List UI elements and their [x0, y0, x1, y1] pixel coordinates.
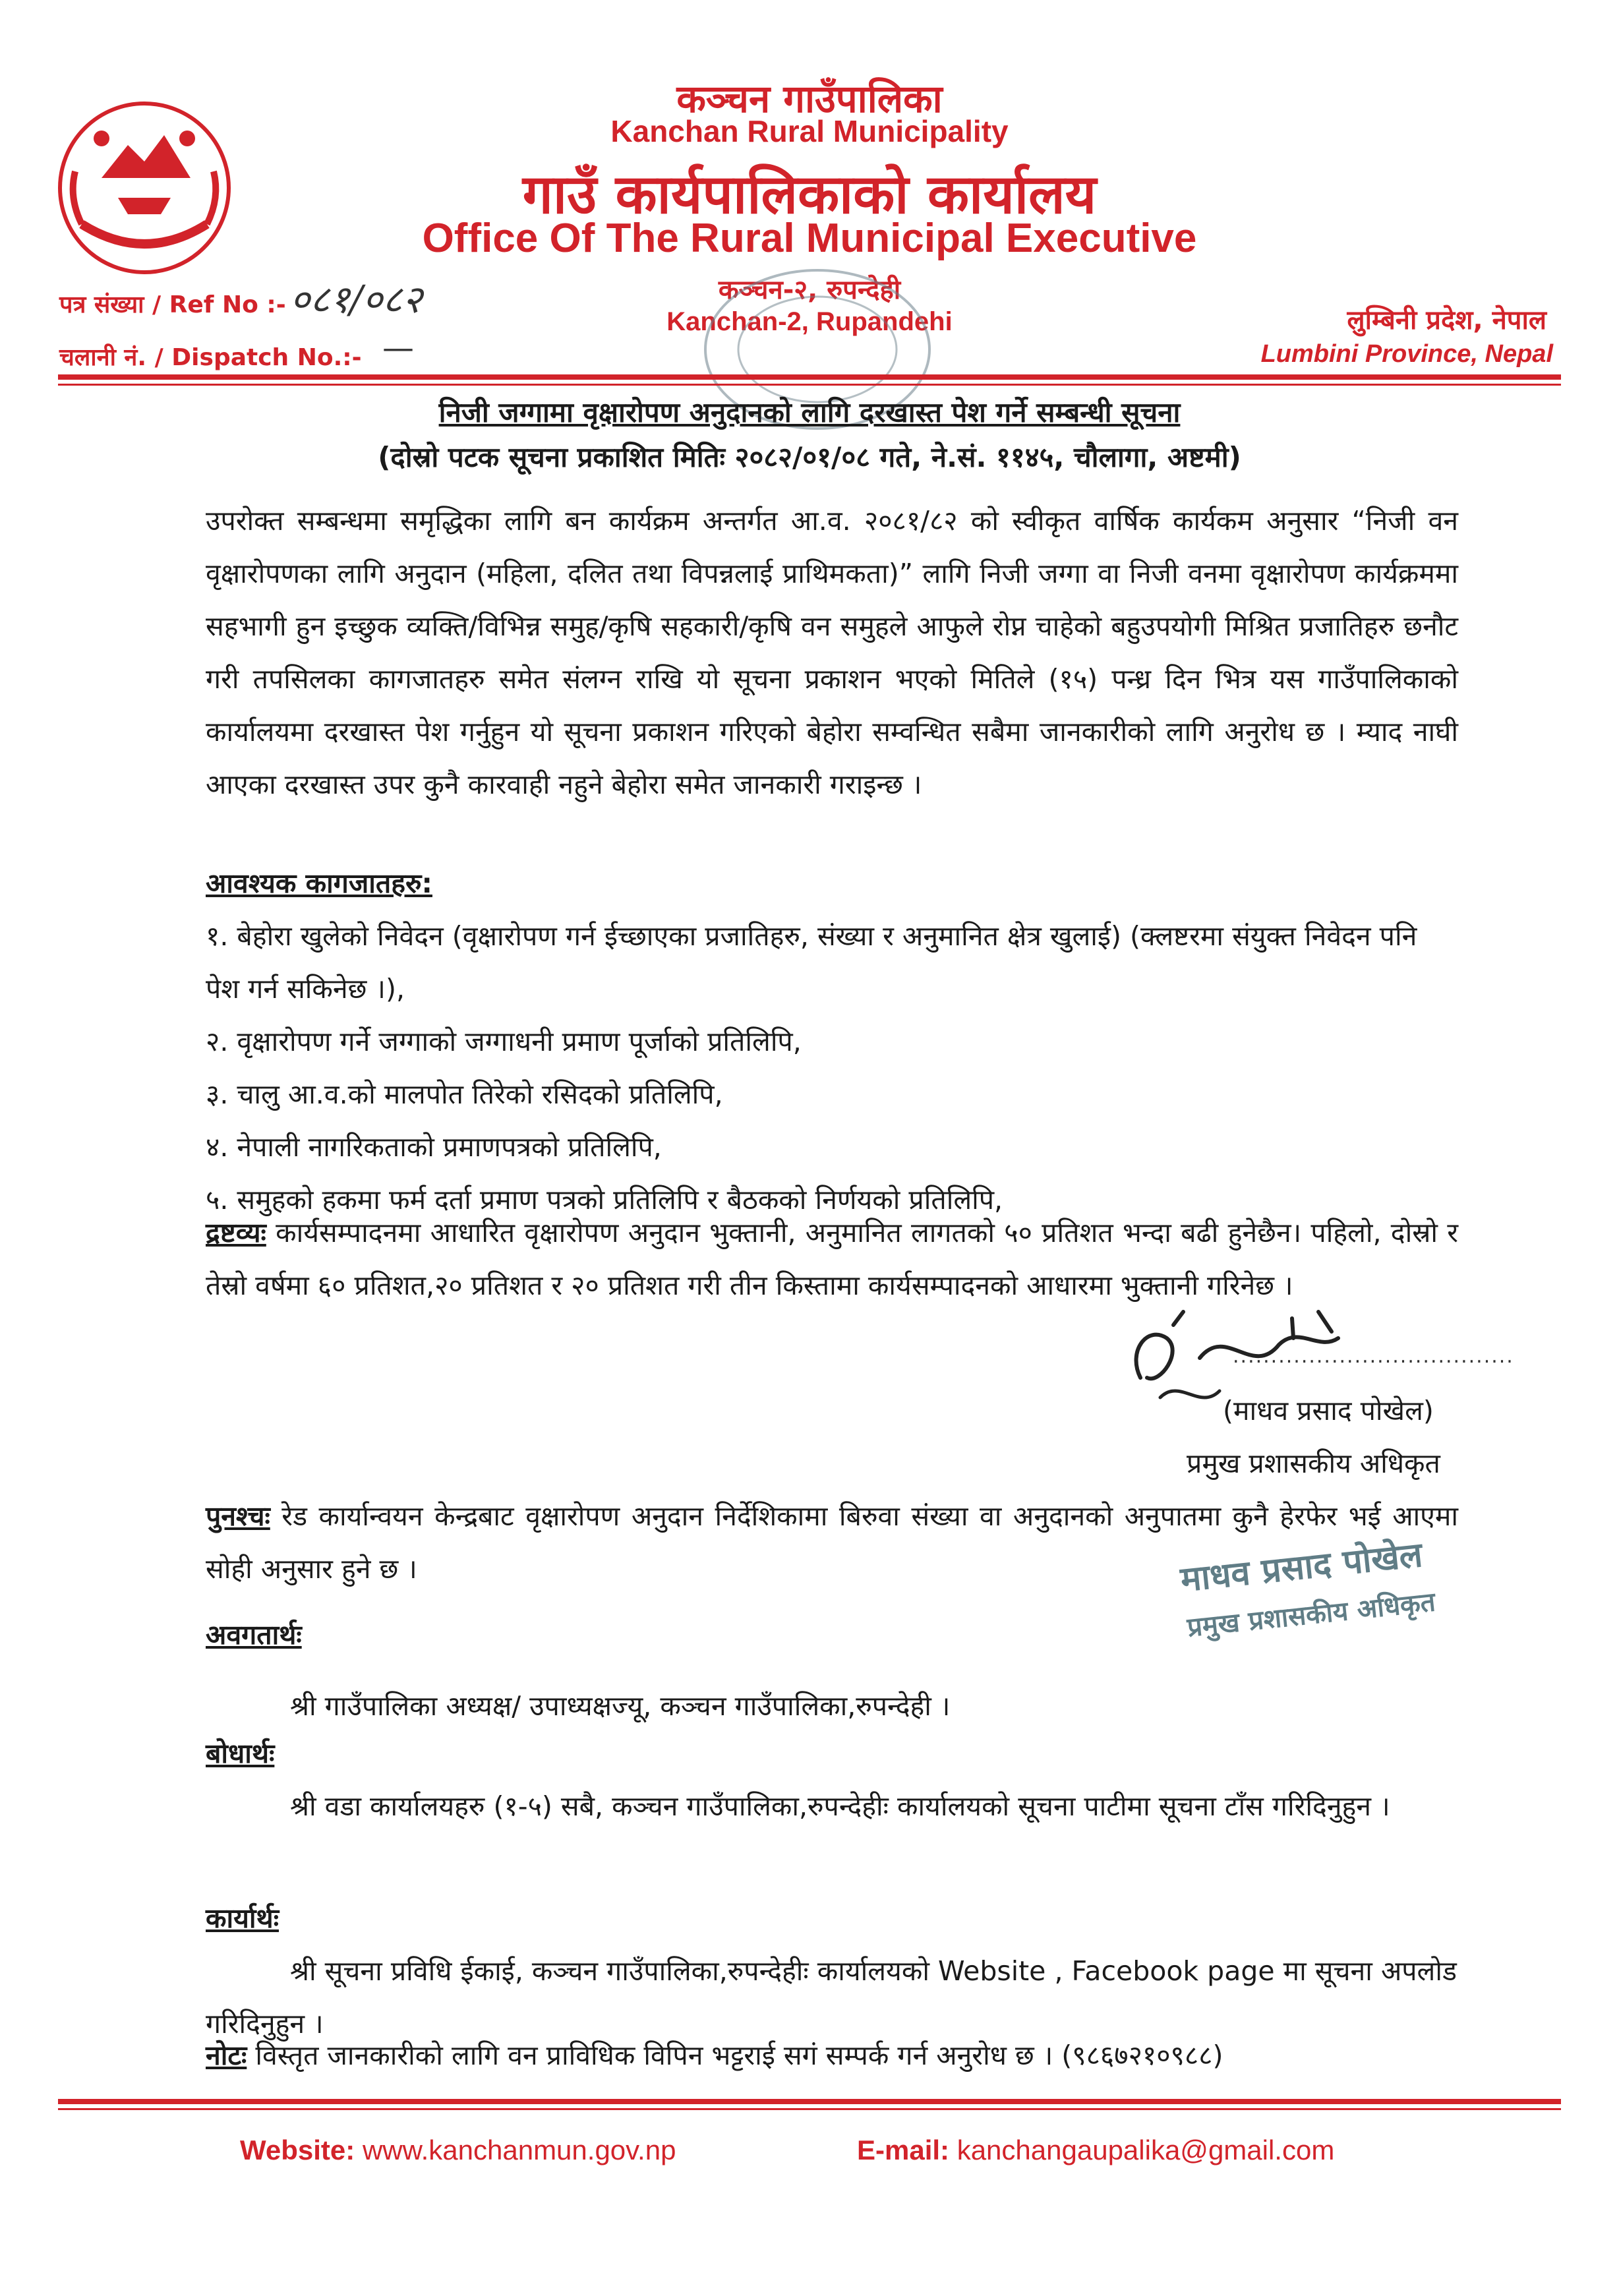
- website-label: Website:: [240, 2134, 355, 2165]
- contact-note: [206, 2029, 1498, 2082]
- org-name-nepali: कञ्चन गाउँपालिका: [676, 76, 943, 121]
- info-recipient: श्री गाउँपालिका अध्यक्ष/ उपाध्यक्षज्यू, कञ्चन गाउँपालिका,रुपन्देही ।: [290, 1690, 951, 1722]
- postscript-label: पुनश्चः: [206, 1500, 270, 1532]
- footer-website: [240, 2134, 676, 2166]
- postscript-text: रेड कार्यान्वयन केन्द्रबाट वृक्षारोपण अनुदान निर्देशिकामा बिरुवा संख्या वा अनुदानको अनुपातमा कुनै हेरफेर भई आएमा सोही अनुसार हुने छ ।: [206, 1500, 1458, 1585]
- ward-address-english: Kanchan-2, Rupandehi: [666, 307, 953, 336]
- dispatch-no-value: —: [382, 330, 414, 367]
- contact-note-text: विस्तृत जानकारीको लागि वन प्राविधिक विपिन भट्टराई सगं सम्पर्क गर्न अनुरोध छ । (९८६७२१०९८८): [255, 2040, 1223, 2071]
- note-label: द्रष्टव्यः: [206, 1217, 266, 1249]
- doc-item: ५. समुहको हकमा फर्म दर्ता प्रमाण पत्रको प्रतिलिपि र बैठकको निर्णयको प्रतिलिपि,: [206, 1184, 1003, 1216]
- notice-publish-date: (दोस्रो पटक सूचना प्रकाशित मितिः २०८२/०१/०८ गते, ने.सं. ११४५, चौलागा, अष्टमी): [378, 441, 1241, 473]
- footer-divider-thin: [58, 2108, 1561, 2110]
- dispatch-no-label: चलानी नं. / Dispatch No.:-: [59, 344, 362, 371]
- ref-no-value: ०८१/०८२: [290, 277, 423, 322]
- doc-item: ३. चालु आ.व.को मालपोत तिरेको रसिदको प्रतिलिपि,: [206, 1078, 723, 1110]
- footer-divider-thick: [58, 2099, 1561, 2104]
- org-name-english: Kanchan Rural Municipality: [610, 114, 1009, 148]
- office-name-english: Office Of The Rural Municipal Executive: [422, 216, 1197, 261]
- doc-item: ४. नेपाली नागरिकताको प्रमाणपत्रको प्रतिलिपि,: [206, 1131, 662, 1163]
- title-stamp: प्रमुख प्रशासकीय अधिकृत: [1185, 1587, 1437, 1643]
- task-label: कार्यार्थः: [206, 1902, 279, 1934]
- header-divider-thin: [58, 384, 1561, 386]
- email-label: E-mail:: [857, 2134, 950, 2165]
- note-block: [206, 1206, 1458, 1312]
- doc-item: १. बेहोरा खुलेको निवेदन (वृक्षारोपण गर्न ईच्छाएका प्रजातिहरु, संख्या र अनुमानित क्षेत्र खुलाई) (क्लष्टरमा संयुक्त निवेदन पनि पेश गर्न सकिनेछ ।),: [206, 920, 1417, 1005]
- doc-item: २. वृक्षारोपण गर्ने जग्गाको जग्गाधनी प्रमाण पूर्जाको प्रतिलिपि,: [206, 1026, 802, 1057]
- office-name-nepali: गाउँ कार्यपालिकाको कार्यालय: [522, 163, 1097, 226]
- contact-note-label: नोटः: [206, 2040, 247, 2071]
- website-link[interactable]: www.kanchanmun.gov.np: [362, 2134, 676, 2165]
- action-recipient: श्री वडा कार्यालयहरु (१-५) सबै, कञ्चन गाउँपालिका,रुपन्देहीः कार्यालयको सूचना पाटीमा सूचना टाँस गरिदिनुहुन ।: [290, 1790, 1390, 1822]
- name-stamp: माधव प्रसाद पोखेल: [1179, 1535, 1425, 1601]
- docs-heading: आवश्यक कागजातहरु:: [206, 868, 432, 899]
- notice-body: उपरोक्त सम्बन्धमा समृद्धिका लागि बन कार्यक्रम अन्तर्गत आ.व. २०८१/८२ को स्वीकृत वार्षिक कार्यकम अनुसार “निजी वन वृक्षारोपणका लागि अनुदान (महिला, दलित तथा विपन्नलाई प्राथिमकता)” लागि निजी जग्गा वा निजी वनमा वृक्षारोपण कार्यक्रममा सहभागी हुन इच्छुक व्यक्ति/विभिन्न समुह/कृषि सहकारी/कृषि वन समुहले आफुले रोप्न चाहेको बहुउपयोगी मिश्रित प्रजातिहरु छनौट गरी तपसिलका कागजातहरु समेत संलग्न राखि यो सूचना प्रकाशन भएको मितिले (१५) पन्ध्र दिन भित्र यस गाउँपालिकाको कार्यालयमा दरखास्त पेश गर्नुहुन यो सूचना प्रकाशन गरिएको बेहोरा सम्वन्धित सबैमा जानकारीको लागि अनुरोध छ । म्याद नाघी आएका दरखास्त उपर कुनै कारवाही नहुने बेहोरा समेत जानकारी गराइन्छ ।: [206, 505, 1458, 800]
- province-nepali: लुम्बिनी प्रदेश, नेपाल: [1347, 305, 1546, 336]
- ward-address-nepali: कञ्चन-२, रुपन्देही: [718, 275, 901, 305]
- task-recipient: श्री सूचना प्रविधि ईकाई, कञ्चन गाउँपालिका,रुपन्देहीः कार्यालयको Website , Facebook page मा सूचना अपलोड गरिदिनुहुन ।: [206, 1955, 1457, 2040]
- action-label: बोधार्थः: [206, 1738, 275, 1769]
- email-link[interactable]: kanchangaupalika@gmail.com: [957, 2134, 1335, 2165]
- signatory-name: (माधव प्रसाद पोखेल): [1223, 1395, 1434, 1427]
- info-label: अवगतार्थः: [206, 1619, 302, 1651]
- notice-subject: निजी जग्गामा वृक्षारोपण अनुदानको लागि दरखास्त पेश गर्ने सम्बन्धी सूचना: [438, 396, 1181, 428]
- header-divider-thick: [58, 374, 1561, 380]
- signature-line: .....................................: [1233, 1345, 1514, 1368]
- note-text: कार्यसम्पादनमा आधारित वृक्षारोपण अनुदान भुक्तानी, अनुमानित लागतको ५० प्रतिशत भन्दा बढी हुनेछैन। पहिलो, दोस्रो र तेस्रो वर्षमा ६० प्रतिशत,२० प्रतिशत र २० प्रतिशत गरी तीन किस्तामा कार्यसम्पादनको आधारमा भुक्तानी गरिनेछ ।: [206, 1217, 1458, 1301]
- signatory-title: प्रमुख प्रशासकीय अधिकृत: [1187, 1448, 1440, 1479]
- footer-email: [857, 2134, 1334, 2166]
- province-english: Lumbini Province, Nepal: [1260, 340, 1553, 368]
- ref-no-label: पत्र संख्या / Ref No :-: [59, 291, 286, 318]
